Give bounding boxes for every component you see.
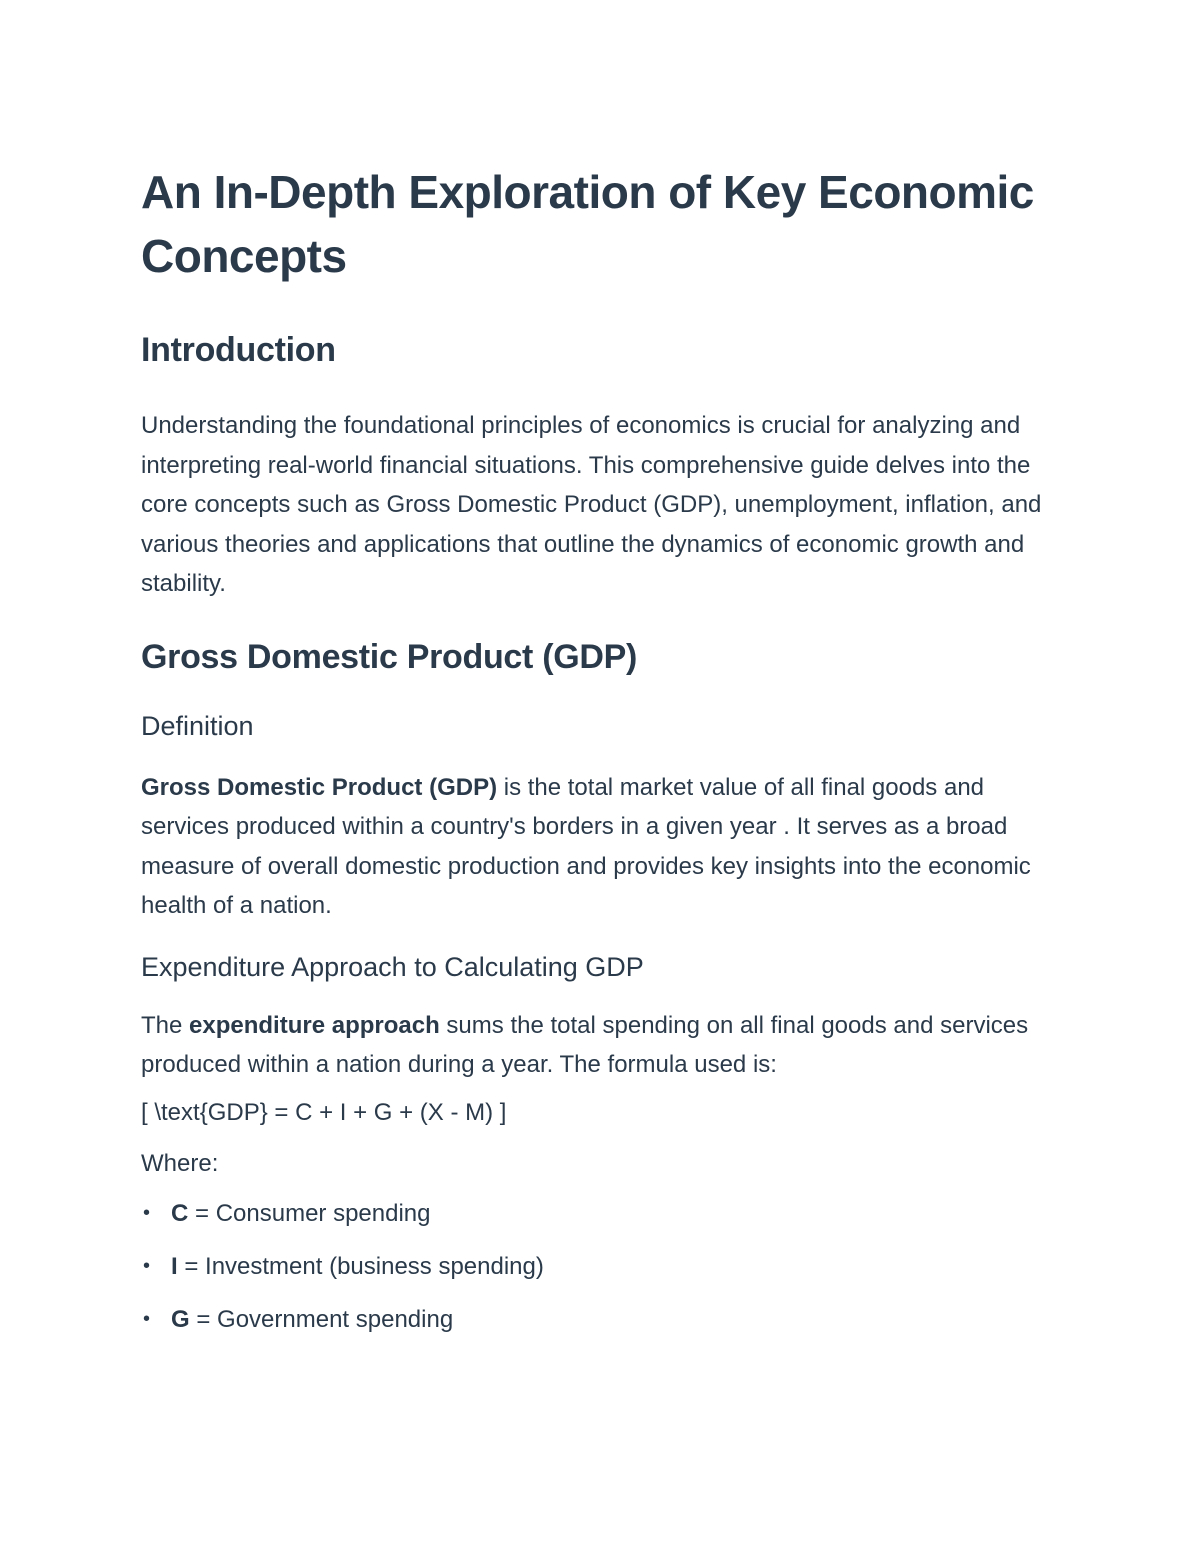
gdp-formula: [ \text{GDP} = C + I + G + (X - M) ]	[141, 1098, 507, 1126]
bullet-icon: •	[143, 1201, 151, 1224]
definition-paragraph	[141, 768, 1061, 926]
where-label: Where:	[141, 1150, 219, 1177]
definition-term: Gross Domestic Product (GDP)	[141, 773, 498, 801]
definition-heading: Definition	[141, 710, 254, 741]
term-symbol: I	[171, 1252, 178, 1280]
bullet-icon: •	[143, 1254, 151, 1277]
term-description: = Consumer spending	[188, 1199, 431, 1227]
list-item	[141, 1247, 1061, 1287]
expenditure-lead: The	[141, 1011, 190, 1039]
term-symbol: G	[171, 1305, 190, 1333]
formula-terms-list	[141, 1194, 1061, 1340]
list-item	[141, 1194, 1061, 1234]
introduction-paragraph: Understanding the foundational principles of economics is crucial for analyzing and interpreting real-world financial situations. This comprehensive guide delves into the core concepts such as Gross Domestic Product (GDP), unemployment, inflation, and various theories and applications that outline the dynamics of economic growth and stability.	[141, 412, 1042, 597]
term-symbol: C	[171, 1199, 189, 1227]
term-description: = Investment (business spending)	[177, 1252, 544, 1280]
gdp-heading: Gross Domestic Product (GDP)	[141, 637, 638, 676]
list-item	[141, 1300, 1061, 1340]
expenditure-text: sums the total spending on all final goods and services produced within a nation during a year. The formula used is:	[141, 1011, 1029, 1078]
expenditure-heading: Expenditure Approach to Calculating GDP	[141, 951, 644, 982]
document-title: An In-Depth Exploration of Key Economic Concepts	[141, 166, 1034, 282]
term-description: = Government spending	[189, 1305, 454, 1333]
introduction-heading: Introduction	[141, 331, 336, 369]
expenditure-paragraph	[141, 1006, 1061, 1085]
bullet-icon: •	[143, 1307, 151, 1330]
document-page	[141, 160, 1061, 1353]
expenditure-term: expenditure approach	[189, 1011, 440, 1039]
definition-text: is the total market value of all final goods and services produced within a country's borders in a given year . It serves as a broad measure of overall domestic production and provides key insights into the economic health of a nation.	[141, 773, 1031, 919]
